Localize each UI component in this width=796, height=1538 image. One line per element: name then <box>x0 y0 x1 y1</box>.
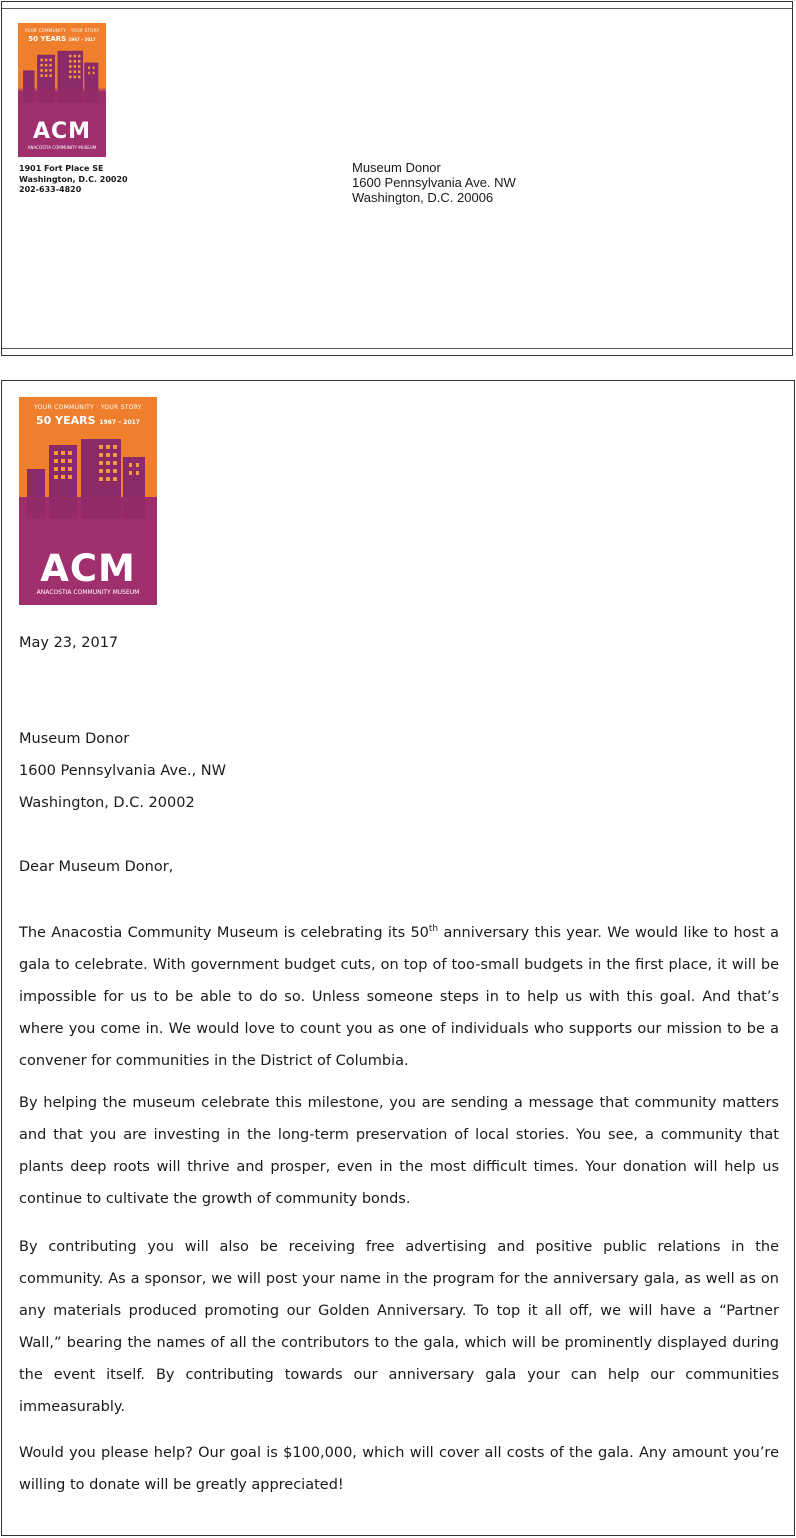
letter-recipient-line: Washington, D.C. 20002 <box>19 795 195 811</box>
return-address <box>19 164 128 196</box>
letter-salutation: Dear Museum Donor, <box>19 859 174 875</box>
logo-years: 50 YEARS 1967 – 2017 <box>36 414 140 427</box>
letter-page <box>1 380 795 1536</box>
acm-logo-letterhead <box>19 397 157 605</box>
return-address-line: Washington, D.C. 20020 <box>19 174 128 184</box>
buildings-illustration <box>18 43 106 103</box>
letter-recipient-line: 1600 Pennsylvania Ave., NW <box>19 763 226 779</box>
recipient-line: Washington, D.C. 20006 <box>352 190 494 205</box>
return-address-line: 202-633-4820 <box>19 185 82 194</box>
return-address-line: 1901 Fort Place SE <box>19 164 104 173</box>
letter-date: May 23, 2017 <box>19 635 119 651</box>
envelope <box>1 1 793 356</box>
logo-museum-name: ANACOSTIA COMMUNITY MUSEUM <box>27 145 97 150</box>
logo-years: 50 YEARS 1967 – 2017 <box>28 35 96 43</box>
envelope-bottom-rule <box>2 348 792 349</box>
letter-recipient-line: Museum Donor <box>19 731 130 747</box>
envelope-top-rule <box>2 8 792 9</box>
letter-paragraph-2: By helping the museum celebrate this milestone, you are sending a message that community matters and that you are investing in the long-term preservation of local stories. You see, a community that plants deep roots will thrive and prosper, even in the most difficult times. Your donation will help us continue to cultivate the growth of community bonds. <box>19 1095 779 1207</box>
letter-paragraph-3: By contributing you will also be receiving free advertising and positive public relations in the community. As a sponsor, we will post your name in the program for the anniversary gala, as well as on any materials produced promoting our Golden Anniversary. To top it all off, we will have a “Partner Wall,” bearing the names of all the contributors to the gala, which will be prominently displayed during the event itself. By contributing towards our anniversary gala your can help our communities immeasurably. <box>19 1239 779 1415</box>
envelope-recipient-address <box>352 160 516 205</box>
logo-tagline: YOUR COMMUNITY · YOUR STORY <box>34 404 142 411</box>
buildings-illustration <box>19 427 157 519</box>
acm-logo-envelope <box>18 23 106 157</box>
recipient-line: 1600 Pennsylvania Ave. NW <box>352 175 516 190</box>
logo-tagline: YOUR COMMUNITY · YOUR STORY <box>24 28 100 33</box>
letter-paragraph-1: The Anacostia Community Museum is celebrating its 50th anniversary this year. We would like to host a gala to celebrate. With government budget cuts, on top of too-small budgets in the first place, it will be impossible for us to be able to do so. Unless someone steps in to help us with this goal. And that’s where you come in. We would love to count you as one of individuals who supports our mission to be a convener for communities in the District of Columbia. <box>19 924 779 1069</box>
logo-museum-name: ANACOSTIA COMMUNITY MUSEUM <box>36 589 140 596</box>
recipient-line: Museum Donor <box>352 160 441 175</box>
logo-acronym: ACM <box>32 119 92 144</box>
logo-acronym: ACM <box>40 547 136 590</box>
letter-paragraph-4: Would you please help? Our goal is $100,000, which will cover all costs of the gala. Any amount you’re willing to donate will be greatly appreciated! <box>19 1445 779 1493</box>
